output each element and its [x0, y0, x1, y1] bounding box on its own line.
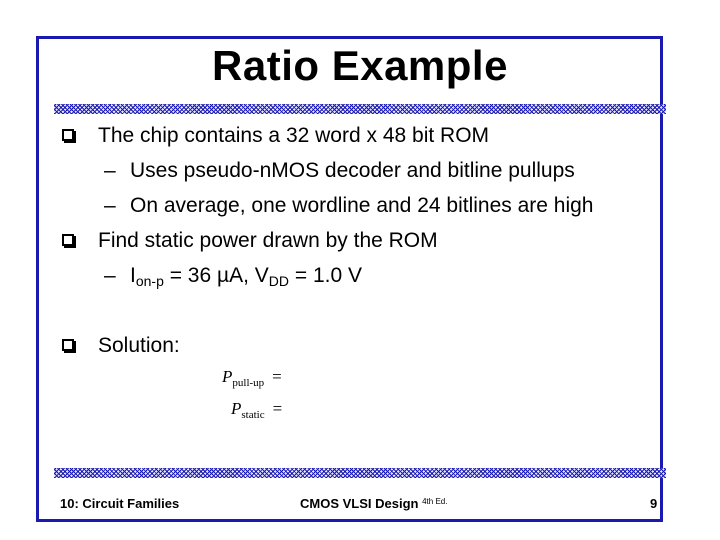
sub-bullet-average: – On average, one wordline and 24 bitlines are high — [104, 194, 594, 217]
bullet-find-power: Find static power drawn by the ROM — [98, 229, 438, 252]
solution-label: Solution: — [98, 334, 180, 357]
en-dash-icon: – — [104, 194, 116, 217]
bullet-chip-rom: The chip contains a 32 word x 48 bit ROM — [98, 124, 490, 147]
footer-divider — [54, 468, 666, 478]
hollow-square-bullet-icon — [62, 129, 74, 141]
formula-static: $P_{static}$ = — [231, 399, 283, 421]
en-dash-icon: – — [104, 264, 116, 287]
hollow-square-bullet-icon — [62, 339, 74, 351]
title-divider — [54, 104, 666, 114]
formula-pull-up: $P_{pull-up}$ = — [222, 367, 282, 389]
slide-title: Ratio Example — [212, 42, 508, 89]
hollow-square-bullet-icon — [62, 234, 74, 246]
en-dash-icon: – — [104, 159, 116, 182]
footer-chapter: 10: Circuit Families — [60, 496, 180, 511]
footer-page-number: 9 — [650, 496, 658, 511]
sub-bullet-decoder: – Uses pseudo-nMOS decoder and bitline pullups — [104, 159, 575, 182]
footer-book-title: CMOS VLSI Design $^{4th Ed.}$ — [300, 496, 448, 511]
sub-bullet-params: – $I_{on-p} = 36$ µA, $V_{DD} = 1.0$ V — [104, 264, 362, 289]
